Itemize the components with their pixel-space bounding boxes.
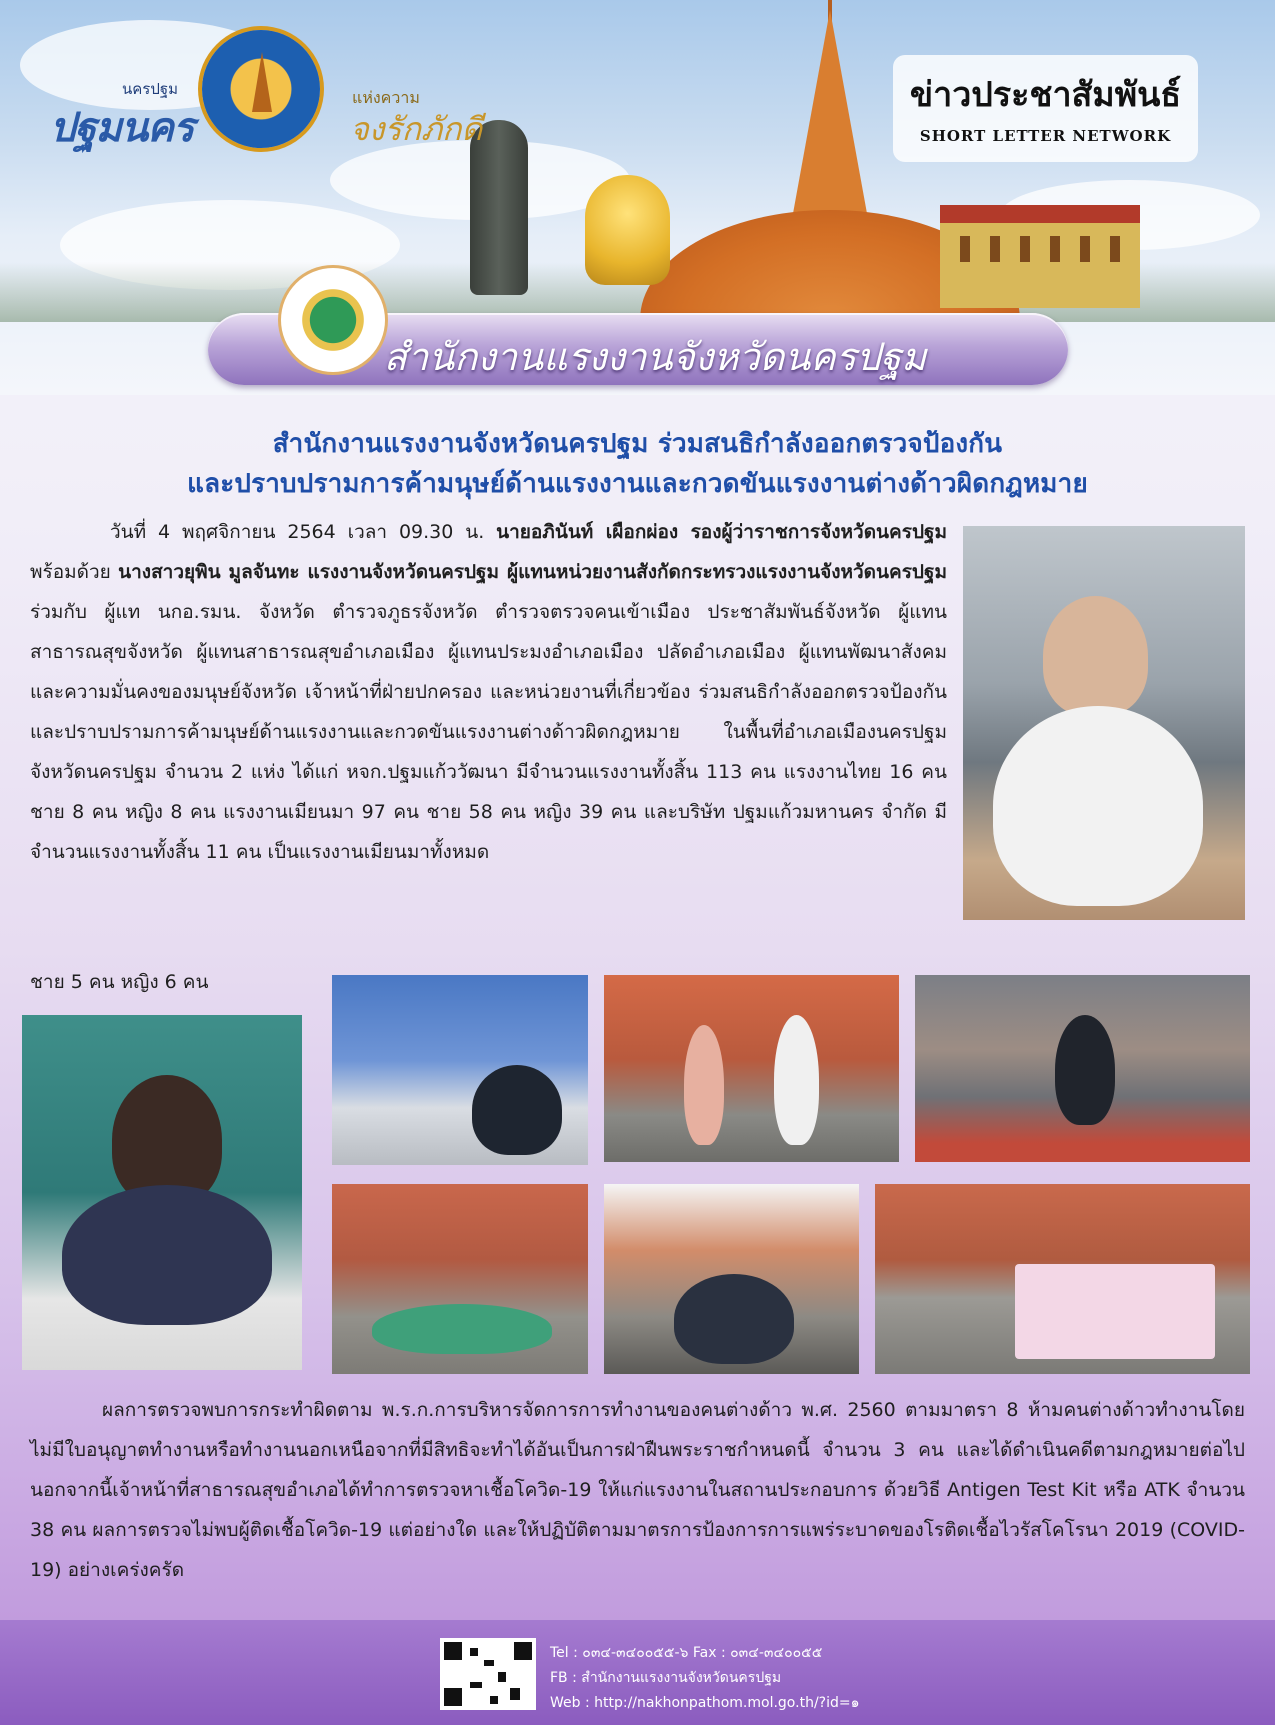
photo-meeting-chair <box>22 1015 302 1370</box>
photo-vice-governor <box>963 526 1245 920</box>
photo-workers-briefing <box>604 1184 859 1374</box>
photo-warehouse-inspection-2 <box>915 975 1250 1162</box>
footer-contact-tel: Tel : ๐๓๔-๓๔๐๐๕๕-๖ Fax : ๐๓๔-๓๔๐๐๕๕ <box>550 1645 823 1661</box>
photo-warehouse-inspection-1 <box>604 975 899 1162</box>
article-paragraph-1: วันที่ 4 พฤศจิกายน 2564 เวลา 09.30 น. นายอภินันท์ เผือกผ่อง รองผู้ว่าราชการจังหวัดนครปฐม พร้อมด้วย นางสาวยุพิน มูลจันทะ แรงงานจังหวัดนครปฐม ผู้แทนหน่วยงานสังกัดกระทรวงแรงงานจังหวัดนครปฐม ร่วมกับ ผู้แท นกอ.รมน. จังหวัด ตำรวจภูธรจังหวัด ตำรวจตรวจคนเข้าเมือง ประชาสัมพันธ์จังหวัด ผู้แทนสาธารณสุขจังหวัด ผู้แทนสาธารณสุขอำเภอเมือง ผู้แทนประมงอำเภอเมือง ปลัดอำเภอเมือง ผู้แทนพัฒนาสังคมและความมั่นคงของมนุษย์จังหวัด เจ้าหน้าที่ฝ่ายปกครอง และหน่วยงานที่เกี่ยวข้อง ร่วมสนธิกำลังออกตรวจป้องกันและปราบปรามการค้ามนุษย์ด้านแรงงานและกวดขันแรงงานต่างด้าวผิดกฎหมาย ในพื้นที่อำเภอเมืองนครปฐม จังหวัดนครปฐม จำนวน 2 แห่ง ได้แก่ หจก.ปฐมแก้ววัฒนา มีจำนวนแรงงานทั้งสิ้น 113 คน แรงงานไทย 16 คน ชาย 8 คน หญิง 8 คน แรงงานเมียนมา 97 คน ชาย 58 คน หญิง 39 คน และบริษัท ปฐมแก้วมหานคร จำกัด มีจำนวนแรงงานทั้งสิ้น 11 คน เป็นแรงงานเมียนมาทั้งหมด <box>30 521 948 863</box>
news-title-box <box>893 55 1198 162</box>
stupa-illustration <box>790 10 870 230</box>
news-subtitle: SHORT LETTER NETWORK <box>919 127 1172 145</box>
qr-code[interactable] <box>440 1638 536 1710</box>
photo-workers-seated <box>332 1184 588 1374</box>
headline-line-2: และปราบปรามการค้ามนุษย์ด้านแรงงานและกวดขันแรงงานต่างด้าวผิดกฎหมาย <box>187 469 1088 499</box>
slogan-text: จงรักภักดี <box>350 110 483 148</box>
photo-meeting-room <box>332 975 588 1165</box>
brand-logo-text: ปฐมนคร <box>50 105 194 151</box>
slogan-small-text: แห่งความ <box>352 88 420 107</box>
footer-contact-web[interactable]: Web : http://nakhonpathom.mol.go.th/?id=๑ <box>550 1695 860 1711</box>
article-paragraph-2: ผลการตรวจพบการกระทำผิดตาม พ.ร.ก.การบริหารจัดการการทำงานของคนต่างด้าว พ.ศ. 2560 ตามมาตรา 8 ห้ามคนต่างด้าวทำงานโดยไม่มีใบอนุญาตทำงานหรือทำงานนอกเหนือจากที่มีสิทธิจะทำได้อันเป็นการฝ่าฝืนพระราชกำหนดนี้ จำนวน 3 คน และได้ดำเนินคดีตามกฎหมายต่อไป นอกจากนี้เจ้าหน้าที่สาธารณสุขอำเภอได้ทำการตรวจหาเชื้อโควิด-19 ให้แก่แรงงานในสถานประกอบการ ด้วยวิธี Antigen Test Kit หรือ ATK จำนวน 38 คน ผลการตรวจไม่พบผู้ติดเชื้อโควิด-19 แต่อย่างใด และให้ปฏิบัติตามมาตรการป้องการการแพร่ระบาดของโรติดเชื้อไวรัสโคโรนา 2019 (COVID-19) อย่างเคร่งครัด <box>30 1399 1245 1581</box>
golden-buddha-illustration <box>585 175 670 285</box>
news-title: ข่าวประชาสัมพันธ์ <box>909 75 1182 115</box>
footer-contact-fb: FB : สำนักงานแรงงานจังหวัดนครปฐม <box>550 1670 782 1686</box>
brand-small-text: นครปฐม <box>122 80 179 98</box>
headline-line-1: สำนักงานแรงงานจังหวัดนครปฐม ร่วมสนธิกำลังออกตรวจป้องกัน <box>272 429 1003 459</box>
photo-group-banner <box>875 1184 1250 1374</box>
article-paragraph-1-end: ชาย 5 คน หญิง 6 คน <box>30 971 209 993</box>
office-banner-text: สำนักงานแรงงานจังหวัดนครปฐม <box>383 335 927 379</box>
